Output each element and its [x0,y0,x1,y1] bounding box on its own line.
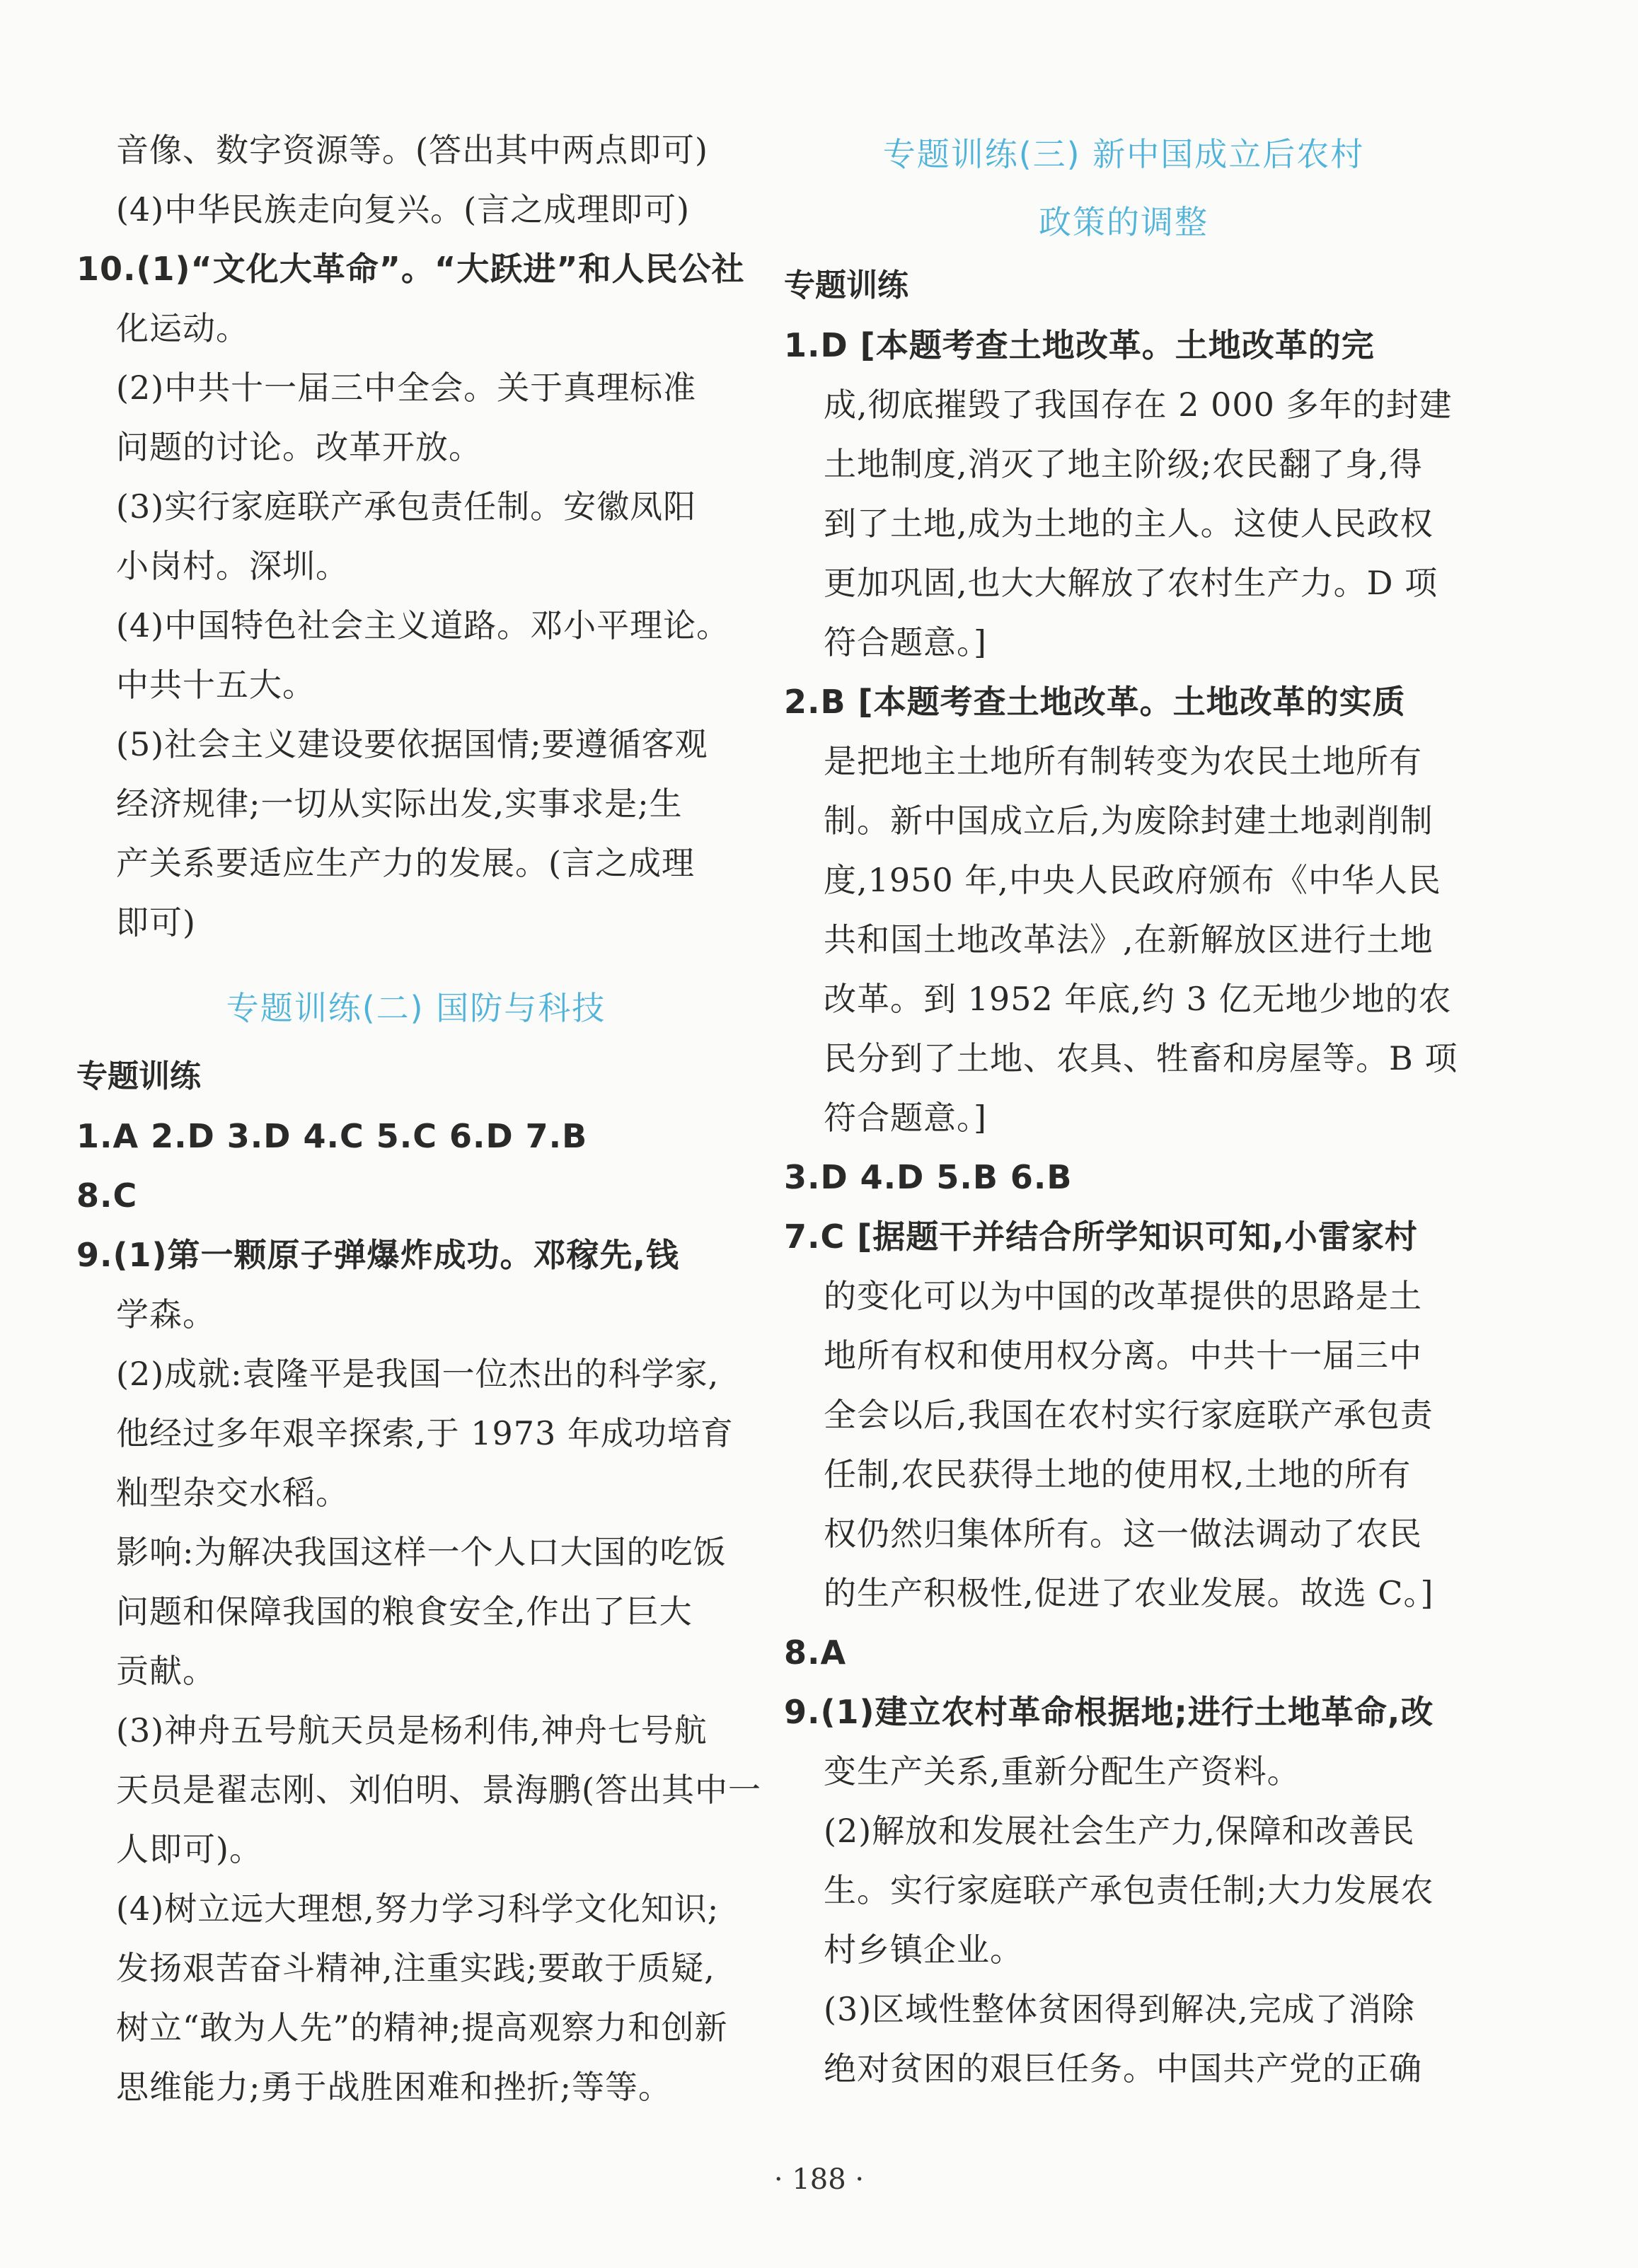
text-line: 天员是翟志刚、刘伯明、景海鹏(答出其中一 [116,1771,761,1809]
text-line: (3)神舟五号航天员是杨利伟,神舟七号航 [116,1711,708,1749]
left-column [76,120,761,2117]
question-9: 9.(1)建立农村革命根据地;进行土地革命,改 [784,1693,1434,1731]
text-line: 变生产关系,重新分配生产资料。 [824,1752,1300,1790]
right-column [784,120,1463,2098]
question-2: 2.B [本题考查土地改革。土地改革的实质 [784,683,1406,721]
question-7: 7.C [据题干并结合所学知识可知,小雷家村 [784,1217,1418,1256]
text-line: (2)中共十一届三中全会。关于真理标准 [116,369,697,407]
text-line: 问题和保障我国的粮食安全,作出了巨大 [116,1592,693,1631]
text-line: 他经过多年艰辛探索,于 1973 年成功培育 [116,1414,734,1452]
section-title-2: 专题训练(二) 国防与科技 [226,989,606,1027]
text-line: 产关系要适应生产力的发展。(言之成理 [116,844,695,882]
text-line: 土地制度,消灭了地主阶级;农民翻了身,得 [824,445,1423,483]
text-line: 制。新中国成立后,为废除封建土地剥削制 [824,802,1434,840]
text-line: 籼型杂交水稻。 [116,1474,349,1512]
text-line: 共和国土地改革法》,在新解放区进行土地 [824,920,1434,959]
answer-row: 8.A [784,1633,847,1672]
question-10: 10.(1)“文化大革命”。“大跃进”和人民公社 [76,250,745,288]
text-line: (2)成就:袁隆平是我国一位杰出的科学家, [116,1355,720,1393]
text-line: 影响:为解决我国这样一个人口大国的吃饭 [116,1533,727,1571]
page-number: · 188 · [773,2163,865,2196]
text-line: 小岗村。深圳。 [116,547,349,585]
text-line: (3)区域性整体贫困得到解决,完成了消除 [824,1990,1415,2028]
section-title-3-cont: 政策的调整 [1039,203,1209,241]
text-line: 到了土地,成为土地的主人。这使人民政权 [824,504,1434,543]
text-line: 生。实行家庭联产承包责任制;大力发展农 [824,1871,1434,1909]
text-line: (3)实行家庭联产承包责任制。安徽凤阳 [116,487,697,526]
text-line: (4)中华民族走向复兴。(言之成理即可) [116,190,691,228]
text-line: 经济规律;一切从实际出发,实事求是;生 [116,785,683,823]
text-line: 权仍然归集体所有。这一做法调动了农民 [824,1515,1422,1553]
text-line: 任制,农民获得土地的使用权,土地的所有 [824,1455,1412,1493]
text-line: 改革。到 1952 年底,约 3 亿无地少地的农 [824,980,1452,1018]
answer-row: 3.D 4.D 5.B 6.B [784,1158,1073,1196]
text-line: 学森。 [116,1295,216,1333]
text-line: 村乡镇企业。 [824,1931,1023,1969]
text-line: 人即可)。 [116,1830,263,1868]
text-line: (4)中国特色社会主义道路。邓小平理论。 [116,606,730,644]
text-line: 是把地主土地所有制转变为农民土地所有 [824,742,1422,780]
section-subtitle: 专题训练 [76,1058,201,1094]
text-line: 地所有权和使用权分离。中共十一届三中 [824,1336,1422,1375]
answer-row: 8.C [76,1176,138,1215]
question-9: 9.(1)第一颗原子弹爆炸成功。邓稼先,钱 [76,1236,680,1274]
text-line: 化运动。 [116,309,249,347]
text-line: 音像、数字资源等。(答出其中两点即可) [116,131,708,169]
question-1: 1.D [本题考查土地改革。土地改革的完 [784,326,1375,364]
text-line: 绝对贫困的艰巨任务。中国共产党的正确 [824,2049,1422,2088]
text-line: (5)社会主义建设要依据国情;要遵循客观 [116,725,708,763]
text-line: 即可) [116,903,196,942]
section-subtitle: 专题训练 [784,267,909,303]
text-line: 的生产积极性,促进了农业发展。故选 C。] [824,1574,1434,1612]
text-line: 符合题意。] [824,623,987,661]
text-line: 更加巩固,也大大解放了农村生产力。D 项 [824,564,1438,602]
section-title-3: 专题训练(三) 新中国成立后农村 [882,135,1365,173]
text-line: 符合题意。] [824,1099,987,1137]
text-line: 中共十五大。 [116,666,316,704]
text-line: (4)树立远大理想,努力学习科学文化知识; [116,1890,720,1928]
text-line: 度,1950 年,中央人民政府颁布《中华人民 [824,861,1441,899]
text-line: 全会以后,我国在农村实行家庭联产承包责 [824,1396,1434,1434]
text-line: (2)解放和发展社会生产力,保障和改善民 [824,1812,1415,1850]
text-line: 贡献。 [116,1652,216,1690]
text-line: 发扬艰苦奋斗精神,注重实践;要敢于质疑, [116,1949,715,1987]
text-line: 的变化可以为中国的改革提供的思路是土 [824,1277,1422,1315]
text-line: 问题的讨论。改革开放。 [116,428,482,466]
text-line: 民分到了土地、农具、牲畜和房屋等。B 项 [824,1039,1458,1077]
answer-row: 1.A 2.D 3.D 4.C 5.C 6.D 7.B [76,1117,588,1155]
text-line: 树立“敢为人先”的精神;提高观察力和创新 [116,2008,728,2047]
text-line: 思维能力;勇于战胜困难和挫折;等等。 [116,2068,671,2106]
text-line: 成,彻底摧毁了我国存在 2 000 多年的封建 [824,386,1453,424]
